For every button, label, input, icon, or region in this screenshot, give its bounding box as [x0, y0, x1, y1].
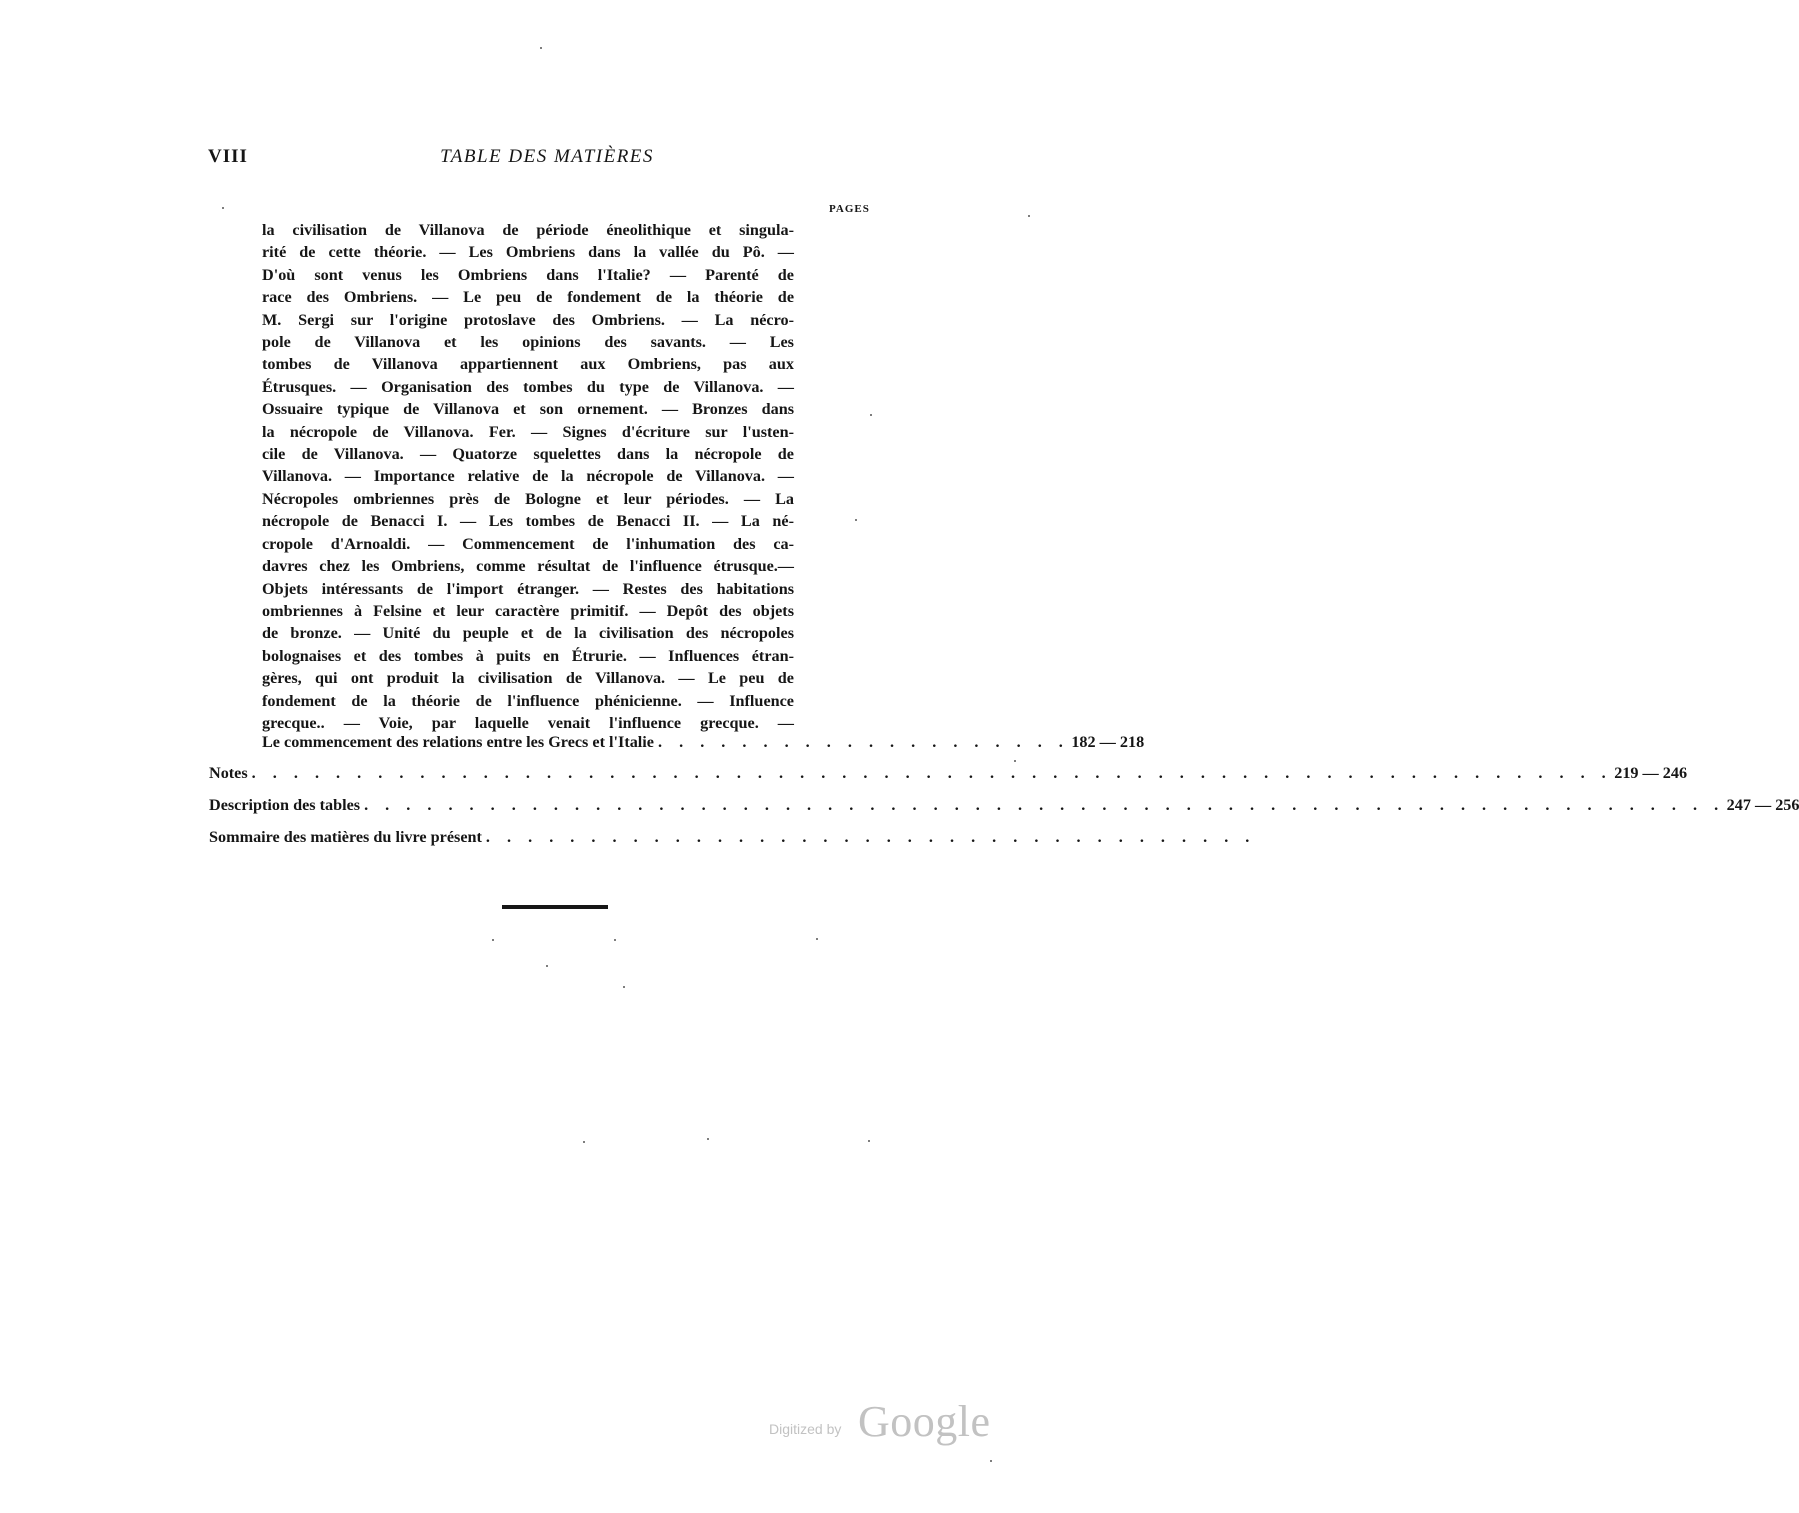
scan-speck: [707, 1138, 709, 1140]
toc-entry-sommaire: [209, 828, 1256, 847]
digitized-by-label: Digitized by: [769, 1421, 842, 1437]
toc-line: pole de Villanova et les opinions des savants. — Les: [262, 333, 794, 352]
toc-entry-label: Description des tables: [209, 796, 361, 814]
toc-line: Nécropoles ombriennes près de Bologne et leur périodes. — La: [262, 489, 794, 508]
toc-line: cile de Villanova. — Quatorze squelettes dans la nécropole de: [262, 445, 794, 464]
dot-leader: . . . . . . . . . . . . . . . . . . . . . . . . . . . . . . . . . . . . . . . . . . . . . . . . . . . . . . . . . . . . . . . . .: [251, 764, 1613, 782]
scan-speck: [540, 47, 542, 49]
toc-entry-label: Sommaire des matières du livre présent: [209, 828, 482, 846]
toc-line: la nécropole de Villanova. Fer. — Signes d'écriture sur l'usten-: [262, 422, 794, 441]
pages-column-label: PAGES: [829, 203, 870, 215]
toc-line: Villanova. — Importance relative de la nécropole de Villanova. —: [262, 467, 794, 486]
toc-line: grecque.. — Voie, par laquelle venait l'influence grecque. —: [262, 713, 794, 732]
toc-line: fondement de la théorie de l'influence phénicienne. — Influence: [262, 691, 794, 710]
toc-line: bolognaises et des tombes à puits en Étrurie. — Influences étran-: [262, 646, 794, 665]
scan-speck: [222, 207, 224, 209]
toc-line: Objets intéressants de l'import étranger. — Restes des habitations: [262, 579, 794, 598]
dot-leader: . . . . . . . . . . . . . . . . . . . . . . . . . . . . . . . . . . . . . . . . . . . . . . . . . . . . . . . . . . . . . . . . .: [364, 796, 1725, 814]
toc-line: M. Sergi sur l'origine protoslave des Ombriens. — La nécro-: [262, 310, 794, 329]
toc-line: tombes de Villanova appartiennent aux Ombriens, pas aux: [262, 355, 794, 374]
toc-entry-paragraph: [262, 219, 794, 734]
page-range: 182 — 218: [1071, 733, 1145, 751]
page-number: VIII: [208, 146, 248, 167]
dot-leader: . . . . . . . . . . . . . . . . . . . .: [658, 733, 1070, 751]
toc-entry-description-des-tables: [209, 796, 1799, 815]
end-rule: [502, 905, 608, 909]
running-title: TABLE DES MATIÈRES: [440, 146, 654, 167]
scan-speck: [1014, 760, 1016, 762]
toc-line: rité de cette théorie. — Les Ombriens dans la vallée du Pô. —: [262, 243, 794, 262]
scan-speck: [1028, 215, 1030, 217]
toc-line: Étrusques. — Organisation des tombes du type de Villanova. —: [262, 377, 794, 396]
toc-line: nécropole de Benacci I. — Les tombes de Benacci II. — La né-: [262, 512, 794, 531]
google-logo: Google: [858, 1397, 991, 1446]
toc-entry-notes: [209, 764, 1688, 783]
toc-entry-last-text: Le commencement des relations entre les Grecs et l'Italie: [262, 733, 654, 751]
toc-line: Ossuaire typique de Villanova et son ornement. — Bronzes dans: [262, 400, 794, 419]
toc-line: race des Ombriens. — Le peu de fondement de la théorie de: [262, 288, 794, 307]
scan-speck: [816, 938, 818, 940]
toc-line: de bronze. — Unité du peuple et de la civilisation des nécropoles: [262, 624, 794, 643]
page-range: 219 — 246: [1614, 764, 1688, 782]
scan-speck: [492, 939, 494, 941]
scan-speck: [855, 519, 857, 521]
toc-entry-last-line: [262, 733, 1145, 752]
scan-speck: [990, 1460, 992, 1462]
toc-line: gères, qui ont produit la civilisation de Villanova. — Le peu de: [262, 669, 794, 688]
toc-line: la civilisation de Villanova de période éneolithique et singula-: [262, 221, 794, 239]
scan-speck: [546, 965, 548, 967]
toc-entry-label: Notes: [209, 764, 248, 782]
toc-line: davres chez les Ombriens, comme résultat de l'influence étrusque.—: [262, 557, 794, 576]
toc-line: cropole d'Arnoaldi. — Commencement de l'inhumation des ca-: [262, 534, 794, 553]
toc-line: ombriennes à Felsine et leur caractère primitif. — Depôt des objets: [262, 601, 794, 620]
scan-speck: [868, 1140, 870, 1142]
toc-line: D'où sont venus les Ombriens dans l'Italie? — Parenté de: [262, 265, 794, 284]
scan-speck: [623, 986, 625, 988]
dot-leader: . . . . . . . . . . . . . . . . . . . . . . . . . . . . . . . . . . . . .: [485, 828, 1256, 846]
scan-speck: [870, 414, 872, 416]
scan-speck: [583, 1141, 585, 1143]
page-range: 247 — 256: [1726, 796, 1799, 814]
scan-speck: [614, 939, 616, 941]
